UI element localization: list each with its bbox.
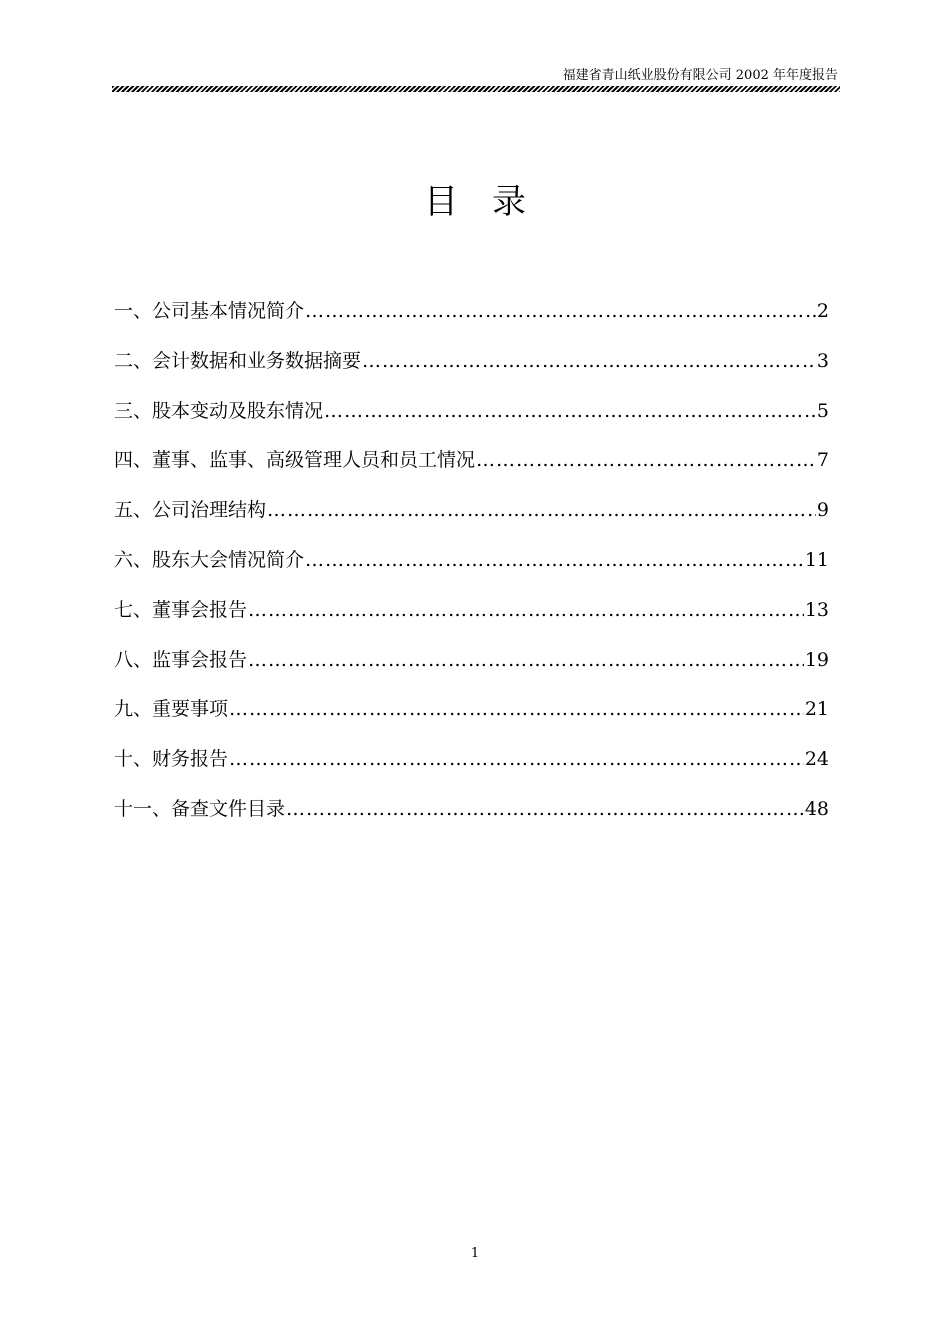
toc-item[interactable] <box>114 694 829 744</box>
toc-item[interactable] <box>114 645 829 695</box>
toc-item-page: 11 <box>804 548 829 571</box>
toc-item-label: 八、监事会报告 <box>114 648 248 671</box>
toc-item-page: 21 <box>804 698 829 721</box>
toc-item-page: 5 <box>816 399 829 422</box>
toc-item[interactable] <box>114 794 829 844</box>
toc-leader-dots <box>229 698 804 720</box>
toc-leader-dots <box>267 499 816 521</box>
toc-item-page: 48 <box>804 797 829 820</box>
toc-title: 目录 <box>424 182 560 222</box>
toc-item-page: 13 <box>804 598 829 621</box>
header-divider <box>112 86 840 92</box>
toc-leader-dots <box>476 449 816 471</box>
toc-leader-dots <box>248 599 804 621</box>
toc-item-label: 十、财务报告 <box>114 748 229 771</box>
toc-leader-dots <box>305 549 804 571</box>
toc-item-page: 3 <box>816 349 829 372</box>
toc-item-page: 9 <box>816 499 829 522</box>
toc-item-label: 九、重要事项 <box>114 698 229 721</box>
toc-item-page: 2 <box>816 300 829 322</box>
toc-item[interactable] <box>114 495 829 545</box>
toc-item-label: 一、公司基本情况简介 <box>114 300 305 322</box>
toc-item[interactable] <box>114 396 829 446</box>
toc-list <box>114 296 829 844</box>
toc-item-label: 十一、备查文件目录 <box>114 797 286 820</box>
toc-item-page: 24 <box>804 748 829 771</box>
toc-leader-dots <box>362 350 816 372</box>
toc-item-label: 五、公司治理结构 <box>114 499 267 522</box>
toc-leader-dots <box>248 649 804 671</box>
toc-leader-dots <box>286 798 804 820</box>
toc-leader-dots <box>324 400 816 422</box>
toc-item-label: 二、会计数据和业务数据摘要 <box>114 349 362 372</box>
toc-item-page: 19 <box>804 648 829 671</box>
toc-leader-dots <box>229 748 804 770</box>
toc-item-page: 7 <box>816 449 829 472</box>
toc-item[interactable] <box>114 545 829 595</box>
toc-item-label: 七、董事会报告 <box>114 598 248 621</box>
toc-leader-dots <box>305 300 816 322</box>
toc-item[interactable] <box>114 595 829 645</box>
toc-item-label: 三、股本变动及股东情况 <box>114 399 324 422</box>
toc-item[interactable] <box>114 744 829 794</box>
report-header-title: 福建省青山纸业股份有限公司 2002 年年度报告 <box>562 68 838 83</box>
toc-item[interactable] <box>114 445 829 495</box>
toc-item[interactable] <box>114 296 829 346</box>
toc-item-label: 四、董事、监事、高级管理人员和员工情况 <box>114 449 476 472</box>
page-number: 1 <box>470 1246 480 1261</box>
toc-item[interactable] <box>114 346 829 396</box>
toc-item-label: 六、股东大会情况简介 <box>114 548 305 571</box>
